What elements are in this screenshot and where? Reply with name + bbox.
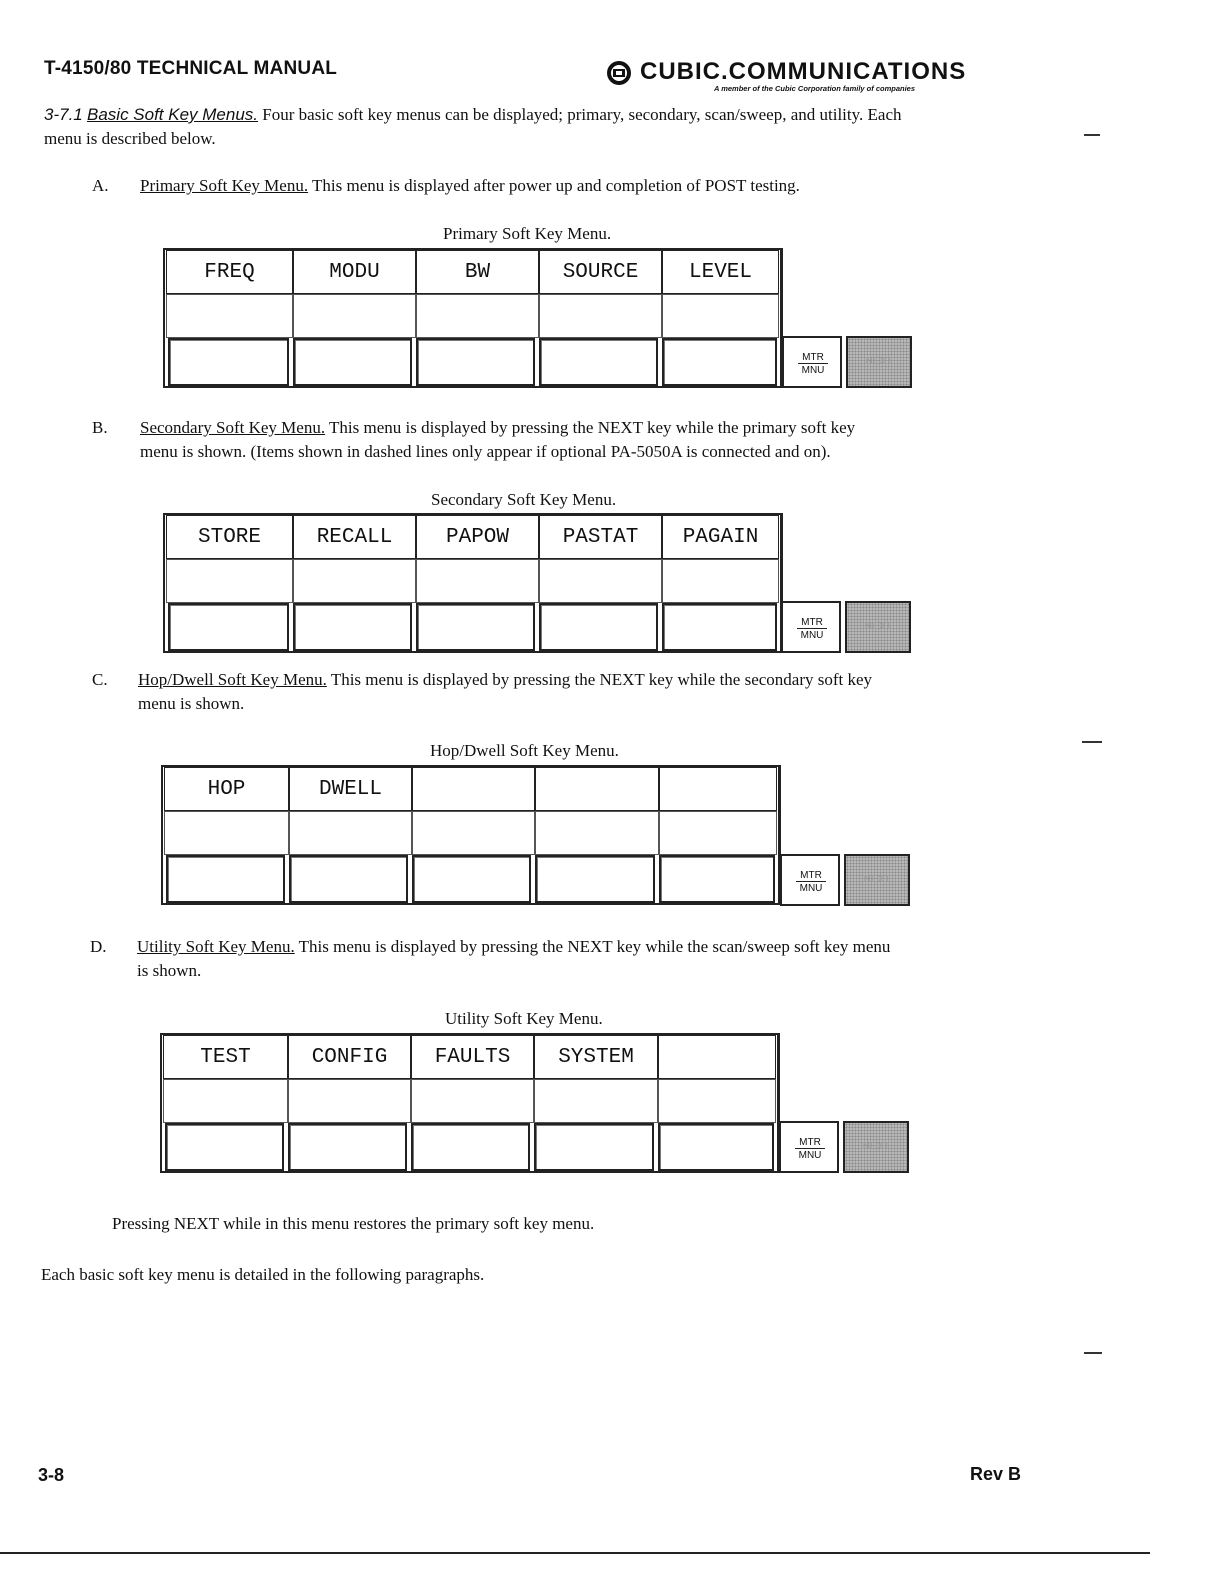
meter-menu-top: MTR xyxy=(797,617,827,629)
hard-key[interactable] xyxy=(659,855,775,903)
soft-key-source[interactable]: SOURCE xyxy=(539,250,662,294)
hard-key[interactable] xyxy=(166,855,285,903)
meter-menu-top: MTR xyxy=(795,1137,825,1149)
meter-menu-key[interactable] xyxy=(780,854,840,906)
section-title: Basic Soft Key Menus. xyxy=(87,105,259,124)
company-logo xyxy=(606,58,1036,96)
hopdwell-menu-caption: Hop/Dwell Soft Key Menu. xyxy=(430,741,619,760)
hard-key[interactable] xyxy=(658,1123,774,1171)
hard-key[interactable] xyxy=(412,855,531,903)
menu-blank-cell xyxy=(293,294,416,338)
hard-key[interactable] xyxy=(293,603,412,651)
soft-key-pastat[interactable]: PASTAT xyxy=(539,515,662,559)
menu-blank-cell xyxy=(662,294,779,338)
meter-menu-bottom: MNU xyxy=(800,630,824,641)
menu-blank-cell xyxy=(658,1079,776,1123)
hard-key[interactable] xyxy=(534,1123,654,1171)
soft-key-pagain[interactable]: PAGAIN xyxy=(662,515,779,559)
menu-blank-cell xyxy=(288,1079,411,1123)
menu-blank-cell xyxy=(289,811,412,855)
menu-blank-cell xyxy=(539,559,662,603)
hard-key[interactable] xyxy=(416,338,535,386)
soft-key-level[interactable]: LEVEL xyxy=(662,250,779,294)
item-b-line2: menu is shown. (Items shown in dashed lines only appear if optional PA-5050A is connected and on). xyxy=(140,442,831,461)
item-c-text xyxy=(138,668,1098,716)
hard-key[interactable] xyxy=(539,603,658,651)
meter-menu-key[interactable] xyxy=(782,336,842,388)
soft-key-faults[interactable]: FAULTS xyxy=(411,1035,534,1079)
item-d-title: Utility Soft Key Menu. xyxy=(137,937,295,956)
item-d-line2: is shown. xyxy=(137,961,202,980)
menu-blank-cell xyxy=(662,559,779,603)
soft-key-system[interactable]: SYSTEM xyxy=(534,1035,658,1079)
next-key[interactable]: NEXT xyxy=(846,336,912,388)
hard-key[interactable] xyxy=(662,338,777,386)
hard-key[interactable] xyxy=(168,338,289,386)
soft-key-blank[interactable] xyxy=(412,767,535,811)
meter-menu-top: MTR xyxy=(796,870,826,882)
hard-key[interactable] xyxy=(289,855,408,903)
item-c-letter: C. xyxy=(92,670,108,689)
manual-title: T-4150/80 TECHNICAL MANUAL xyxy=(44,58,338,79)
menu-blank-cell xyxy=(293,559,416,603)
menu-blank-cell xyxy=(534,1079,658,1123)
primary-menu-caption: Primary Soft Key Menu. xyxy=(443,224,612,243)
soft-key-papow[interactable]: PAPOW xyxy=(416,515,539,559)
item-a-line1: This menu is displayed after power up and completion of POST testing. xyxy=(312,176,800,195)
soft-key-blank[interactable] xyxy=(658,1035,776,1079)
company-name: CUBIC.COMMUNICATIONS xyxy=(640,58,967,85)
hard-key[interactable] xyxy=(411,1123,530,1171)
menu-blank-cell xyxy=(166,559,293,603)
item-c-title: Hop/Dwell Soft Key Menu. xyxy=(138,670,327,689)
hard-key[interactable] xyxy=(539,338,658,386)
closing-note: Pressing NEXT while in this menu restores the primary soft key menu. xyxy=(112,1214,595,1233)
closing-summary: Each basic soft key menu is detailed in the following paragraphs. xyxy=(41,1265,485,1284)
next-key[interactable]: NEXT xyxy=(843,1121,909,1173)
item-b-title: Secondary Soft Key Menu. xyxy=(140,418,326,437)
item-d-letter: D. xyxy=(90,937,107,956)
company-tagline: A member of the Cubic Corporation family of companies xyxy=(714,84,915,93)
meter-menu-key[interactable] xyxy=(779,1121,839,1173)
menu-blank-cell xyxy=(539,294,662,338)
menu-blank-cell xyxy=(163,1079,288,1123)
hard-key[interactable] xyxy=(288,1123,407,1171)
soft-key-config[interactable]: CONFIG xyxy=(288,1035,411,1079)
hopdwell-soft-key-menu xyxy=(161,765,781,905)
menu-blank-cell xyxy=(535,811,659,855)
item-b-line1: This menu is displayed by pressing the NEXT key while the primary soft key xyxy=(329,418,856,437)
menu-blank-cell xyxy=(416,559,539,603)
hard-key[interactable] xyxy=(168,603,289,651)
item-d-line1: This menu is displayed by pressing the NEXT key while the scan/sweep soft key menu xyxy=(298,937,891,956)
soft-key-blank[interactable] xyxy=(659,767,777,811)
item-a-title: Primary Soft Key Menu. xyxy=(140,176,309,195)
soft-key-modu[interactable]: MODU xyxy=(293,250,416,294)
meter-menu-key[interactable] xyxy=(781,601,841,653)
menu-blank-cell xyxy=(412,811,535,855)
menu-blank-cell xyxy=(416,294,539,338)
item-b-letter: B. xyxy=(92,418,108,437)
section-intro-line1: Four basic soft key menus can be displayed; primary, secondary, scan/sweep, and utility. Each xyxy=(262,105,902,124)
soft-key-store[interactable]: STORE xyxy=(166,515,293,559)
soft-key-recall[interactable]: RECALL xyxy=(293,515,416,559)
menu-blank-cell xyxy=(411,1079,534,1123)
soft-key-blank[interactable] xyxy=(535,767,659,811)
bottom-rule xyxy=(0,1552,1150,1554)
hard-key[interactable] xyxy=(165,1123,284,1171)
section-intro xyxy=(44,103,1044,151)
hard-key[interactable] xyxy=(293,338,412,386)
margin-mark xyxy=(1084,134,1100,136)
soft-key-dwell[interactable]: DWELL xyxy=(289,767,412,811)
margin-mark xyxy=(1082,741,1102,743)
meter-menu-bottom: MNU xyxy=(798,1150,822,1161)
meter-menu-bottom: MNU xyxy=(801,365,825,376)
item-a-text xyxy=(140,174,1040,198)
hard-key[interactable] xyxy=(662,603,777,651)
soft-key-freq[interactable]: FREQ xyxy=(166,250,293,294)
next-key[interactable]: NEXT xyxy=(844,854,910,906)
item-a-letter: A. xyxy=(92,176,109,195)
primary-soft-key-menu xyxy=(163,248,783,388)
menu-blank-cell xyxy=(164,811,289,855)
menu-blank-cell xyxy=(166,294,293,338)
utility-menu-caption: Utility Soft Key Menu. xyxy=(445,1009,603,1028)
revision: Rev B xyxy=(970,1464,1022,1484)
page-number: 3-8 xyxy=(38,1465,65,1485)
section-intro-line2: menu is described below. xyxy=(44,129,216,148)
soft-key-test[interactable]: TEST xyxy=(163,1035,288,1079)
hard-key[interactable] xyxy=(416,603,535,651)
item-b-text xyxy=(140,416,1100,464)
menu-blank-cell xyxy=(659,811,777,855)
soft-key-hop[interactable]: HOP xyxy=(164,767,289,811)
soft-key-bw[interactable]: BW xyxy=(416,250,539,294)
item-c-line2: menu is shown. xyxy=(138,694,245,713)
meter-menu-top: MTR xyxy=(798,352,828,364)
secondary-soft-key-menu xyxy=(163,513,783,653)
hard-key[interactable] xyxy=(535,855,655,903)
cubic-logo-icon xyxy=(606,60,632,86)
next-key[interactable]: NEXT xyxy=(845,601,911,653)
item-c-line1: This menu is displayed by pressing the NEXT key while the secondary soft key xyxy=(330,670,873,689)
secondary-menu-caption: Secondary Soft Key Menu. xyxy=(431,490,617,509)
margin-mark xyxy=(1084,1352,1102,1354)
item-d-text xyxy=(137,935,1097,983)
utility-soft-key-menu xyxy=(160,1033,780,1173)
meter-menu-bottom: MNU xyxy=(799,883,823,894)
section-number: 3-7.1 xyxy=(44,105,83,124)
